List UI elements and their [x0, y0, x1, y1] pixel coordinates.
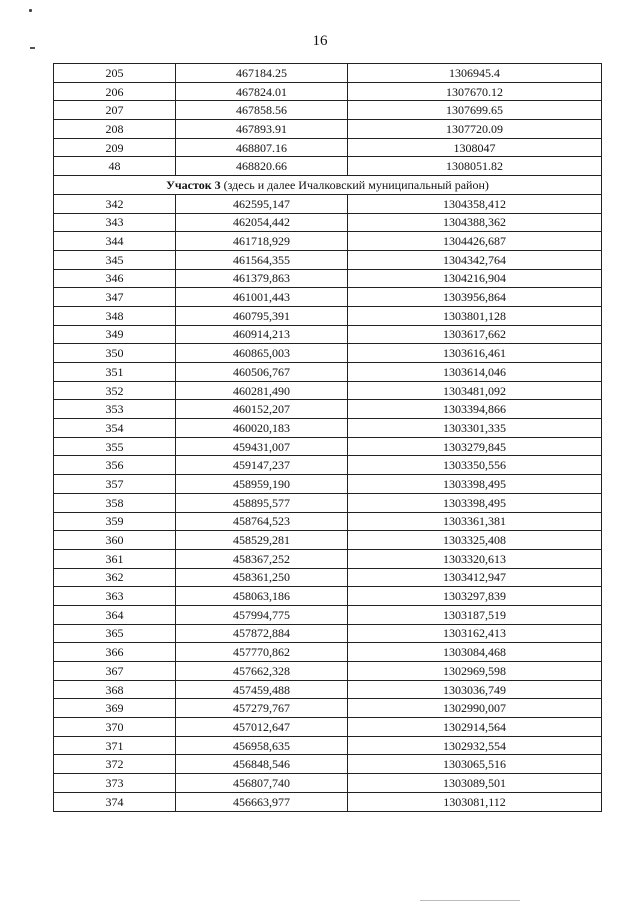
section-title-rest: (здесь и далее Ичалковский муниципальный район) [220, 177, 489, 192]
x-coordinate-cell: 460914,213 [176, 325, 348, 344]
x-coordinate-cell: 467184.25 [176, 64, 348, 83]
point-number-cell: 207 [54, 101, 176, 120]
x-coordinate-cell: 467824.01 [176, 82, 348, 101]
point-number-cell: 351 [54, 363, 176, 382]
x-coordinate-cell: 458529,281 [176, 531, 348, 550]
y-coordinate-cell: 1302969,598 [348, 662, 602, 681]
point-number-cell: 366 [54, 643, 176, 662]
y-coordinate-cell: 1304216,904 [348, 269, 602, 288]
point-number-cell: 349 [54, 325, 176, 344]
y-coordinate-cell: 1303089,501 [348, 774, 602, 793]
table-row [54, 157, 602, 176]
table-row [54, 269, 602, 288]
x-coordinate-cell: 460281,490 [176, 381, 348, 400]
table-row [54, 755, 602, 774]
point-number-cell: 355 [54, 437, 176, 456]
point-number-cell: 206 [54, 82, 176, 101]
x-coordinate-cell: 457770,862 [176, 643, 348, 662]
point-number-cell: 205 [54, 64, 176, 83]
table-row [54, 680, 602, 699]
y-coordinate-cell: 1304426,687 [348, 232, 602, 251]
table-row [54, 138, 602, 157]
x-coordinate-cell: 456807,740 [176, 774, 348, 793]
point-number-cell: 360 [54, 531, 176, 550]
point-number-cell: 343 [54, 213, 176, 232]
point-number-cell: 357 [54, 475, 176, 494]
scan-mark [29, 9, 32, 12]
x-coordinate-cell: 457279,767 [176, 699, 348, 718]
table-body-top [54, 64, 602, 176]
x-coordinate-cell: 460865,003 [176, 344, 348, 363]
section-header-group [54, 176, 602, 195]
x-coordinate-cell: 460795,391 [176, 306, 348, 325]
x-coordinate-cell: 460152,207 [176, 400, 348, 419]
x-coordinate-cell: 457872,884 [176, 624, 348, 643]
y-coordinate-cell: 1306945.4 [348, 64, 602, 83]
y-coordinate-cell: 1307699.65 [348, 101, 602, 120]
x-coordinate-cell: 457012,647 [176, 718, 348, 737]
y-coordinate-cell: 1303801,128 [348, 306, 602, 325]
x-coordinate-cell: 459147,237 [176, 456, 348, 475]
x-coordinate-cell: 456663,977 [176, 792, 348, 811]
y-coordinate-cell: 1303614,046 [348, 363, 602, 382]
y-coordinate-cell: 1304358,412 [348, 194, 602, 213]
x-coordinate-cell: 458895,577 [176, 493, 348, 512]
table-row [54, 456, 602, 475]
x-coordinate-cell: 457662,328 [176, 662, 348, 681]
point-number-cell: 346 [54, 269, 176, 288]
y-coordinate-cell: 1303279,845 [348, 437, 602, 456]
point-number-cell: 353 [54, 400, 176, 419]
table-row [54, 437, 602, 456]
point-number-cell: 365 [54, 624, 176, 643]
x-coordinate-cell: 458063,186 [176, 587, 348, 606]
y-coordinate-cell: 1303162,413 [348, 624, 602, 643]
x-coordinate-cell: 456848,546 [176, 755, 348, 774]
point-number-cell: 354 [54, 419, 176, 438]
point-number-cell: 369 [54, 699, 176, 718]
table-row [54, 288, 602, 307]
point-number-cell: 362 [54, 568, 176, 587]
table-row [54, 120, 602, 139]
table-row [54, 363, 602, 382]
table-row [54, 699, 602, 718]
x-coordinate-cell: 458764,523 [176, 512, 348, 531]
point-number-cell: 345 [54, 250, 176, 269]
point-number-cell: 342 [54, 194, 176, 213]
y-coordinate-cell: 1303361,381 [348, 512, 602, 531]
x-coordinate-cell: 457459,488 [176, 680, 348, 699]
table-row [54, 774, 602, 793]
table-row [54, 736, 602, 755]
y-coordinate-cell: 1304342,764 [348, 250, 602, 269]
table-body-bottom [54, 194, 602, 811]
point-number-cell: 352 [54, 381, 176, 400]
y-coordinate-cell: 1303350,556 [348, 456, 602, 475]
x-coordinate-cell: 458367,252 [176, 549, 348, 568]
x-coordinate-cell: 462054,442 [176, 213, 348, 232]
table-row [54, 194, 602, 213]
x-coordinate-cell: 458959,190 [176, 475, 348, 494]
table-row [54, 419, 602, 438]
y-coordinate-cell: 1303065,516 [348, 755, 602, 774]
table-row [54, 64, 602, 83]
section-row [54, 176, 602, 195]
table-row [54, 250, 602, 269]
x-coordinate-cell: 456958,635 [176, 736, 348, 755]
table-row [54, 718, 602, 737]
y-coordinate-cell: 1303616,461 [348, 344, 602, 363]
table-row [54, 512, 602, 531]
y-coordinate-cell: 1303325,408 [348, 531, 602, 550]
x-coordinate-cell: 467893.91 [176, 120, 348, 139]
x-coordinate-cell: 458361,250 [176, 568, 348, 587]
table-row [54, 549, 602, 568]
point-number-cell: 48 [54, 157, 176, 176]
page-number: 16 [312, 33, 328, 49]
x-coordinate-cell: 468807.16 [176, 138, 348, 157]
point-number-cell: 374 [54, 792, 176, 811]
point-number-cell: 359 [54, 512, 176, 531]
y-coordinate-cell: 1303301,335 [348, 419, 602, 438]
y-coordinate-cell: 1303081,112 [348, 792, 602, 811]
point-number-cell: 356 [54, 456, 176, 475]
point-number-cell: 358 [54, 493, 176, 512]
x-coordinate-cell: 461001,443 [176, 288, 348, 307]
section-title-bold: Участок 3 [166, 177, 221, 192]
point-number-cell: 209 [54, 138, 176, 157]
point-number-cell: 208 [54, 120, 176, 139]
point-number-cell: 344 [54, 232, 176, 251]
x-coordinate-cell: 461379,863 [176, 269, 348, 288]
point-number-cell: 364 [54, 605, 176, 624]
y-coordinate-cell: 1302914,564 [348, 718, 602, 737]
table-row [54, 344, 602, 363]
y-coordinate-cell: 1303398,495 [348, 475, 602, 494]
point-number-cell: 371 [54, 736, 176, 755]
x-coordinate-cell: 467858.56 [176, 101, 348, 120]
y-coordinate-cell: 1303956,864 [348, 288, 602, 307]
coordinates-table [53, 63, 602, 812]
y-coordinate-cell: 1303394,866 [348, 400, 602, 419]
y-coordinate-cell: 1308047 [348, 138, 602, 157]
y-coordinate-cell: 1303481,092 [348, 381, 602, 400]
y-coordinate-cell: 1302990,007 [348, 699, 602, 718]
y-coordinate-cell: 1303617,662 [348, 325, 602, 344]
table-row [54, 493, 602, 512]
y-coordinate-cell: 1303398,495 [348, 493, 602, 512]
table-row [54, 587, 602, 606]
y-coordinate-cell: 1303187,519 [348, 605, 602, 624]
table-row [54, 381, 602, 400]
table-row [54, 213, 602, 232]
x-coordinate-cell: 460020,183 [176, 419, 348, 438]
y-coordinate-cell: 1303084,468 [348, 643, 602, 662]
x-coordinate-cell: 459431,007 [176, 437, 348, 456]
point-number-cell: 350 [54, 344, 176, 363]
point-number-cell: 367 [54, 662, 176, 681]
y-coordinate-cell: 1304388,362 [348, 213, 602, 232]
y-coordinate-cell: 1307670.12 [348, 82, 602, 101]
table-row [54, 531, 602, 550]
y-coordinate-cell: 1303036,749 [348, 680, 602, 699]
point-number-cell: 361 [54, 549, 176, 568]
table-row [54, 101, 602, 120]
x-coordinate-cell: 461718,929 [176, 232, 348, 251]
point-number-cell: 363 [54, 587, 176, 606]
table-row [54, 325, 602, 344]
x-coordinate-cell: 461564,355 [176, 250, 348, 269]
table-row [54, 232, 602, 251]
x-coordinate-cell: 460506,767 [176, 363, 348, 382]
scan-edge [420, 900, 520, 901]
y-coordinate-cell: 1303297,839 [348, 587, 602, 606]
table-row [54, 475, 602, 494]
point-number-cell: 370 [54, 718, 176, 737]
table-row [54, 306, 602, 325]
section-title [54, 176, 602, 195]
point-number-cell: 368 [54, 680, 176, 699]
point-number-cell: 347 [54, 288, 176, 307]
point-number-cell: 372 [54, 755, 176, 774]
table-row [54, 605, 602, 624]
x-coordinate-cell: 457994,775 [176, 605, 348, 624]
y-coordinate-cell: 1303320,613 [348, 549, 602, 568]
table-row [54, 792, 602, 811]
table-row [54, 568, 602, 587]
table-row [54, 643, 602, 662]
table-row [54, 82, 602, 101]
table-row [54, 624, 602, 643]
y-coordinate-cell: 1302932,554 [348, 736, 602, 755]
table-row [54, 400, 602, 419]
point-number-cell: 373 [54, 774, 176, 793]
x-coordinate-cell: 468820.66 [176, 157, 348, 176]
x-coordinate-cell: 462595,147 [176, 194, 348, 213]
y-coordinate-cell: 1308051.82 [348, 157, 602, 176]
y-coordinate-cell: 1307720.09 [348, 120, 602, 139]
table-row [54, 662, 602, 681]
point-number-cell: 348 [54, 306, 176, 325]
y-coordinate-cell: 1303412,947 [348, 568, 602, 587]
